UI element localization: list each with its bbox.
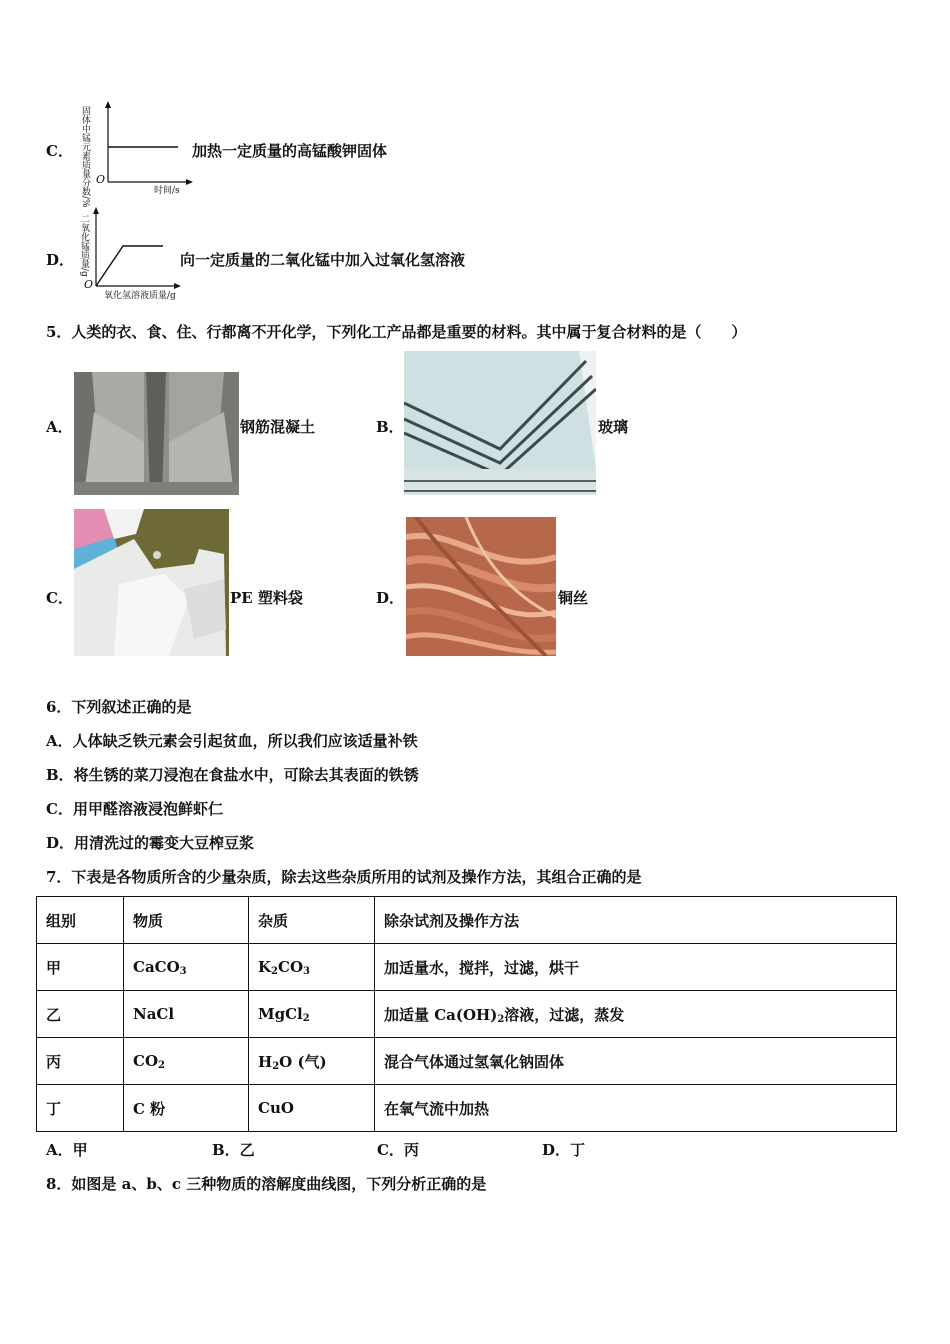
header-group: 组别 xyxy=(37,897,124,944)
q5-option-b-text: 玻璃 xyxy=(598,418,629,436)
cell-substance: C 粉 xyxy=(124,1085,249,1132)
question-8-stem: 8．如图是 a、b、c 三种物质的溶解度曲线图，下列分析正确的是 xyxy=(46,1175,487,1193)
question-6-stem: 6．下列叙述正确的是 xyxy=(46,698,192,716)
q5-option-c-text: PE 塑料袋 xyxy=(230,589,303,607)
q6-option-b: B．将生锈的菜刀浸泡在食盐水中，可除去其表面的铁锈 xyxy=(46,766,419,784)
q6-option-a: A．人体缺乏铁元素会引起贫血，所以我们应该适量补铁 xyxy=(46,732,418,750)
header-method: 除杂试剂及操作方法 xyxy=(375,897,897,944)
q5-option-c-label: C． xyxy=(46,589,73,607)
graph-d-x-label: 氧化氢溶液质量/g xyxy=(104,291,176,301)
cell-group: 甲 xyxy=(37,944,124,991)
plastic-bag-image xyxy=(74,509,229,656)
cell-substance: $CO_2$ xyxy=(124,1038,249,1085)
cell-method: 加适量水，搅拌，过滤，烘干 xyxy=(375,944,897,991)
cell-impurity: $H_2O$ (气) xyxy=(249,1038,375,1085)
cell-impurity: CuO xyxy=(249,1085,375,1132)
cell-impurity: MgCl$_2$ xyxy=(249,991,375,1038)
cell-substance: NaCl xyxy=(124,991,249,1038)
q5-option-a-label: A． xyxy=(46,418,73,436)
cell-group: 丁 xyxy=(37,1085,124,1132)
q5-option-a-text: 钢筋混凝土 xyxy=(240,418,316,436)
cell-group: 乙 xyxy=(37,991,124,1038)
copper-wire-image xyxy=(406,517,556,656)
q7-answer-a: A．甲 xyxy=(46,1141,88,1159)
graph-d-y-label: 二氧化锰质量/g xyxy=(79,214,89,277)
graph-d-origin: O xyxy=(84,278,94,291)
option-c-text: 加热一定质量的高锰酸钾固体 xyxy=(192,142,388,160)
impurity-table xyxy=(36,896,897,1132)
cell-group: 丙 xyxy=(37,1038,124,1085)
header-substance: 物质 xyxy=(124,897,249,944)
header-impurity: 杂质 xyxy=(249,897,375,944)
q6-option-c: C．用甲醛溶液浸泡鲜虾仁 xyxy=(46,800,223,818)
q5-option-d-text: 铜丝 xyxy=(558,589,589,607)
q7-answer-b: B．乙 xyxy=(212,1141,255,1159)
graph-c-origin: O xyxy=(96,173,106,186)
q5-option-b-label: B． xyxy=(376,418,404,436)
question-7-stem: 7．下表是各物质所含的少量杂质，除去这些杂质所用的试剂及操作方法，其组合正确的是 xyxy=(46,868,642,886)
glass-image xyxy=(404,351,596,495)
q6-option-d: D．用清洗过的霉变大豆榨豆浆 xyxy=(46,834,255,852)
reinforced-concrete-image xyxy=(74,372,239,495)
option-d-text: 向一定质量的二氧化锰中加入过氧化氢溶液 xyxy=(180,251,466,269)
question-5-stem: 5．人类的衣、食、住、行都离不开化学，下列化工产品都是重要的材料。其中属于复合材料的是（ ） xyxy=(46,323,747,341)
table-row xyxy=(37,1085,897,1132)
cell-impurity: $K_2CO_3$ xyxy=(249,944,375,991)
table-row xyxy=(37,991,897,1038)
graph-c-y-label: 固体中锰元素质量分数/% xyxy=(80,106,90,208)
cell-method: 混合气体通过氢氧化钠固体 xyxy=(375,1038,897,1085)
cell-method: 加适量 $Ca(OH)_2$溶液，过滤，蒸发 xyxy=(375,991,897,1038)
graph-c-x-label: 时间/s xyxy=(154,186,180,196)
cell-substance: CaCO$_3$ xyxy=(124,944,249,991)
option-d-label: D． xyxy=(46,251,75,269)
table-row xyxy=(37,944,897,991)
table-header-row xyxy=(37,897,897,944)
q7-answer-d: D．丁 xyxy=(542,1141,586,1159)
cell-method: 在氧气流中加热 xyxy=(375,1085,897,1132)
option-c-label: C． xyxy=(46,142,73,160)
table-row xyxy=(37,1038,897,1085)
q7-answer-c: C．丙 xyxy=(377,1141,419,1159)
q5-option-d-label: D． xyxy=(376,589,405,607)
